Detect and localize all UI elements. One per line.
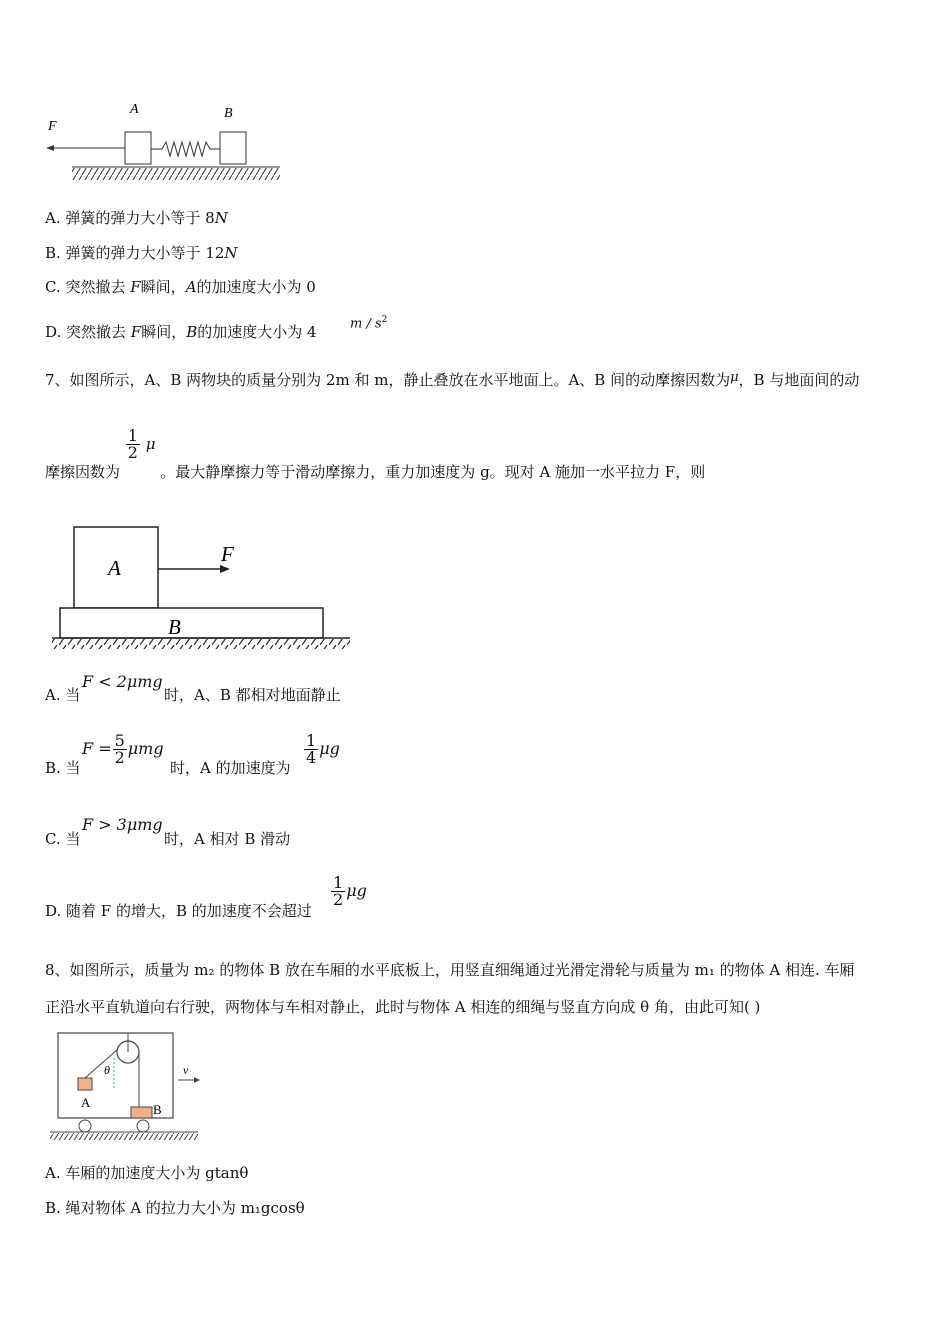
q7-b-mid: 时，A 的加速度为 (170, 759, 291, 777)
q7-stem-line2: 摩擦因数为 $\frac{1}{2}$ μ 。最大静摩擦力等于滑动摩擦力，重力加速度为 g。现对 A 施加一水平拉力 F，则 (45, 426, 706, 481)
q6-option-b: B. 弹簧的弹力大小等于 12N (45, 244, 238, 262)
q6-option-a: A. 弹簧的弹力大小等于 8N (45, 209, 228, 227)
label-f: F (221, 542, 234, 566)
q7-b-math2: $\frac{1}{4}$ μg (306, 731, 340, 767)
label-f: F (48, 119, 57, 134)
spring (151, 142, 220, 156)
q7-b-math: F = $\frac{5}{2}$ μmg (82, 731, 164, 767)
q8-option-b: B. 绳对物体 A 的拉力大小为 m₁gcosθ (45, 1199, 305, 1217)
q8-stem-line2: 正沿水平直轨道向右行驶，两物体与车相对静止，此时与物体 A 相连的细绳与竖直方向成 θ 角，由此可知( ) (45, 998, 761, 1016)
q7-stem-line1: 7、如图所示，A、B 两物块的质量分别为 2m 和 m，静止叠放在水平地面上。A、B 间的动摩擦因数为μ，B 与地面间的动 (45, 370, 860, 389)
label-a: A (130, 102, 139, 117)
label-a: A (81, 1095, 91, 1110)
q7-c-post: 时，A 相对 B 滑动 (164, 830, 291, 848)
spring-blocks-figure (40, 95, 290, 190)
q6-d-unit: m / $s^2$ (350, 315, 388, 332)
q6-option-c: C. 突然撤去 F瞬间，A的加速度大小为 0 (45, 278, 316, 296)
carriage-pulley-figure (48, 1030, 208, 1145)
block-b (131, 1107, 152, 1118)
block-b (220, 132, 246, 164)
label-a: A (108, 556, 121, 580)
q8-option-a: A. 车厢的加速度大小为 gtanθ (45, 1164, 249, 1182)
q8-stem-line1: 8、如图所示，质量为 m₂ 的物体 B 放在车厢的水平底板上，用竖直细绳通过光滑定滑轮与质量为 m₁ 的物体 A 相连. 车厢 (45, 961, 855, 979)
q6-option-d: D. 突然撤去 F瞬间，B的加速度大小为 4 (45, 323, 317, 341)
label-b: B (168, 615, 181, 639)
block-a (78, 1078, 92, 1090)
wheel-left (79, 1120, 91, 1132)
label-b: B (224, 106, 233, 121)
label-v: v (183, 1063, 189, 1077)
q7-a-post: 时，A、B 都相对地面静止 (164, 686, 341, 704)
q7-c-math: F > 3μmg (82, 815, 163, 834)
q7-option-d: D. 随着 F 的增大，B 的加速度不会超过 (45, 902, 312, 920)
block-a (125, 132, 151, 164)
block-b (60, 608, 323, 638)
ground-hatch (72, 168, 280, 180)
q7-option-c: C. 当 (45, 830, 81, 848)
label-b: B (153, 1102, 162, 1117)
rail-hatch (50, 1133, 198, 1140)
wheel-right (137, 1120, 149, 1132)
q7-a-math: F < 2μmg (82, 672, 163, 691)
q7-d-math: $\frac{1}{2}$ μg (333, 873, 367, 909)
stacked-blocks-figure (50, 525, 355, 650)
ground-hatch (52, 639, 350, 649)
q7-option-b: B. 当 (45, 759, 81, 777)
label-theta: θ (104, 1063, 110, 1077)
q7-option-a: A. 当 (45, 686, 81, 704)
